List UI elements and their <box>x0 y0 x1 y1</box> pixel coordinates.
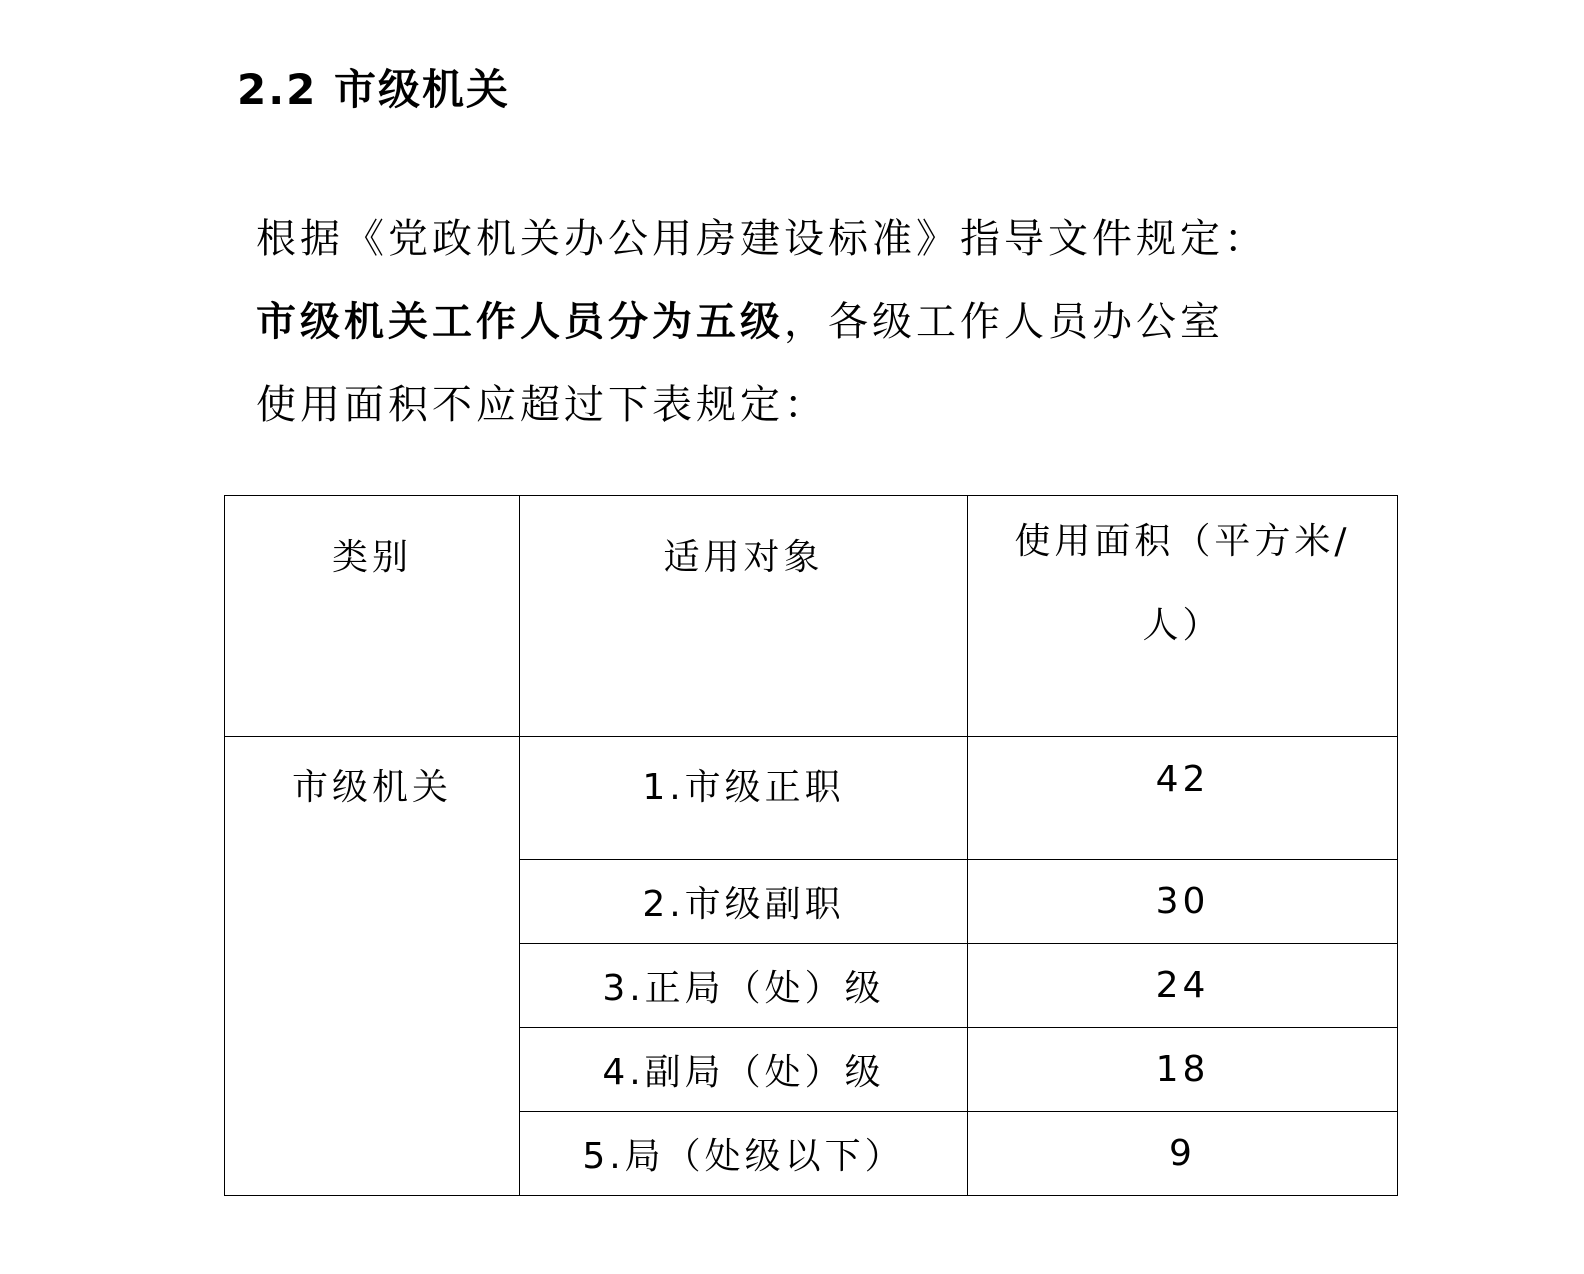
table-header-row <box>225 496 1398 737</box>
paragraph-emphasis: 市级机关工作人员分为五级 <box>256 299 784 345</box>
target-cell: 3.正局（处）级 <box>520 944 968 1028</box>
paragraph-line-3: 使用面积不应超过下表规定： <box>256 382 828 428</box>
header-target: 适用对象 <box>520 496 968 737</box>
paragraph-line-2 <box>256 281 1366 364</box>
header-area-line-2: 人） <box>1142 605 1223 646</box>
intro-paragraph <box>256 198 1366 447</box>
section-heading: 2.2 市级机关 <box>237 65 511 114</box>
area-cell: 9 <box>968 1112 1398 1196</box>
area-cell: 30 <box>968 860 1398 944</box>
category-cell: 市级机关 <box>225 737 520 1196</box>
target-cell: 2.市级副职 <box>520 860 968 944</box>
office-area-table <box>224 495 1398 1196</box>
header-area <box>968 496 1398 737</box>
target-cell: 1.市级正职 <box>520 737 968 860</box>
header-area-line-1: 使用面积（平方米/ <box>1014 521 1351 562</box>
area-cell: 24 <box>968 944 1398 1028</box>
target-cell: 5.局（处级以下） <box>520 1112 968 1196</box>
paragraph-line-2-rest: ，各级工作人员办公室 <box>784 299 1224 345</box>
paragraph-line-1: 根据《党政机关办公用房建设标准》指导文件规定： <box>256 216 1268 262</box>
area-cell: 42 <box>968 737 1398 860</box>
target-cell: 4.副局（处）级 <box>520 1028 968 1112</box>
table-row <box>225 737 1398 860</box>
area-cell: 18 <box>968 1028 1398 1112</box>
header-category: 类别 <box>225 496 520 737</box>
